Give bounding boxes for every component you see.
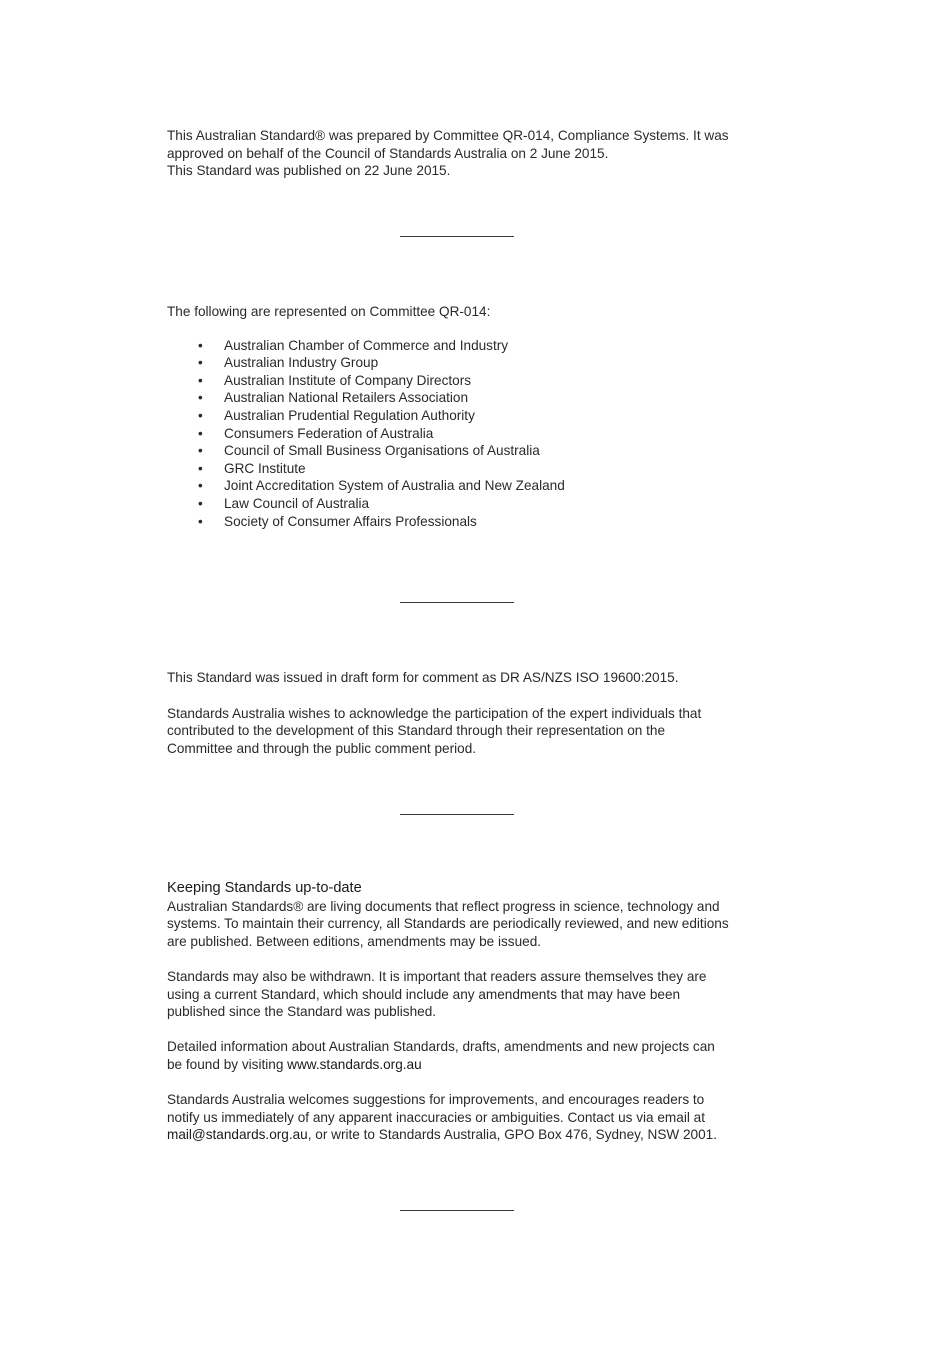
list-item [167, 407, 767, 425]
paragraph-line: notify us immediately of any apparent inaccuracies or ambiguities. Contact us via email at [167, 1109, 705, 1125]
list-item [167, 513, 767, 531]
representative-name: Australian Chamber of Commerce and Industry [224, 337, 509, 353]
bullet-icon: • [198, 355, 203, 371]
bullet-icon: • [198, 425, 203, 441]
preparation-notice [167, 127, 767, 180]
representative-name: Joint Accreditation System of Australia and New Zealand [224, 478, 565, 494]
paragraph-line: published since the Standard was published. [167, 1004, 437, 1020]
paragraph-line: Standards Australia welcomes suggestions for improvements, and encourages readers to [167, 1092, 705, 1108]
draft-notice [167, 669, 767, 757]
list-item [167, 389, 767, 407]
list-item [167, 337, 767, 355]
keeping-standards-section [167, 880, 767, 1144]
committee-representation [167, 303, 767, 530]
bullet-icon: • [198, 390, 203, 406]
acknowledgement-line-1: Standards Australia wishes to acknowledge the participation of the expert individuals that [167, 705, 702, 721]
representative-name: Consumers Federation of Australia [224, 425, 434, 441]
bullet-icon: • [198, 372, 203, 388]
website-prefix: be found by visiting [167, 1056, 288, 1072]
list-item [167, 477, 767, 495]
representative-name: GRC Institute [224, 460, 306, 476]
representation-intro: The following are represented on Committee QR-014: [167, 304, 491, 319]
paragraph-line: are published. Between editions, amendments may be issued. [167, 933, 542, 949]
representative-name: Council of Small Business Organisations of Australia [224, 443, 540, 459]
section-divider [400, 236, 514, 237]
list-item [167, 425, 767, 443]
representative-name: Australian Industry Group [224, 355, 379, 371]
list-item [167, 495, 767, 513]
website-link[interactable]: www.standards.org.au [287, 1056, 422, 1072]
acknowledgement-line-3: Committee and through the public comment period. [167, 740, 477, 756]
representative-name: Law Council of Australia [224, 495, 370, 511]
preparation-line-2: approved on behalf of the Council of Standards Australia on 2 June 2015. [167, 145, 609, 161]
paragraph-line: using a current Standard, which should include any amendments that may have been [167, 986, 681, 1002]
bullet-icon: • [198, 513, 203, 529]
representative-name: Australian Prudential Regulation Authority [224, 407, 475, 423]
paragraph-line: Detailed information about Australian Standards, drafts, amendments and new projects can [167, 1039, 715, 1055]
bullet-icon: • [198, 443, 203, 459]
preparation-line-1: This Australian Standard® was prepared by Committee QR-014, Compliance Systems. It was [167, 128, 729, 143]
bullet-icon: • [198, 460, 203, 476]
section-divider [400, 602, 514, 603]
list-item [167, 354, 767, 372]
publication-date-line: This Standard was published on 22 June 2015. [167, 163, 451, 179]
section-divider [400, 814, 514, 815]
bullet-icon: • [198, 495, 203, 511]
paragraph-line: systems. To maintain their currency, all Standards are periodically reviewed, and new editions [167, 916, 729, 932]
representative-name: Society of Consumer Affairs Professionals [224, 513, 477, 529]
list-item [167, 372, 767, 390]
draft-line: This Standard was issued in draft form for comment as DR AS/NZS ISO 19600:2015. [167, 670, 679, 685]
representative-list [167, 337, 767, 531]
bullet-icon: • [198, 337, 203, 353]
section-divider [400, 1210, 514, 1211]
paragraph-line [167, 1126, 767, 1144]
representative-name: Australian Institute of Company Directors [224, 372, 472, 388]
paragraph-line: Standards may also be withdrawn. It is important that readers assure themselves they are [167, 968, 707, 984]
bullet-icon: • [198, 407, 203, 423]
list-item [167, 460, 767, 478]
paragraph-line: Australian Standards® are living documents that reflect progress in science, technology and [167, 898, 720, 914]
representative-name: Australian National Retailers Association [224, 390, 469, 406]
section-heading: Keeping Standards up-to-date [167, 880, 362, 896]
acknowledgement-line-2: contributed to the development of this Standard through their representation on the [167, 723, 666, 739]
email-link[interactable]: mail@standards.org.au [167, 1127, 308, 1143]
postal-address: , or write to Standards Australia, GPO Box 476, Sydney, NSW 2001. [307, 1127, 718, 1143]
list-item [167, 442, 767, 460]
bullet-icon: • [198, 478, 203, 494]
paragraph-line [167, 1056, 767, 1074]
